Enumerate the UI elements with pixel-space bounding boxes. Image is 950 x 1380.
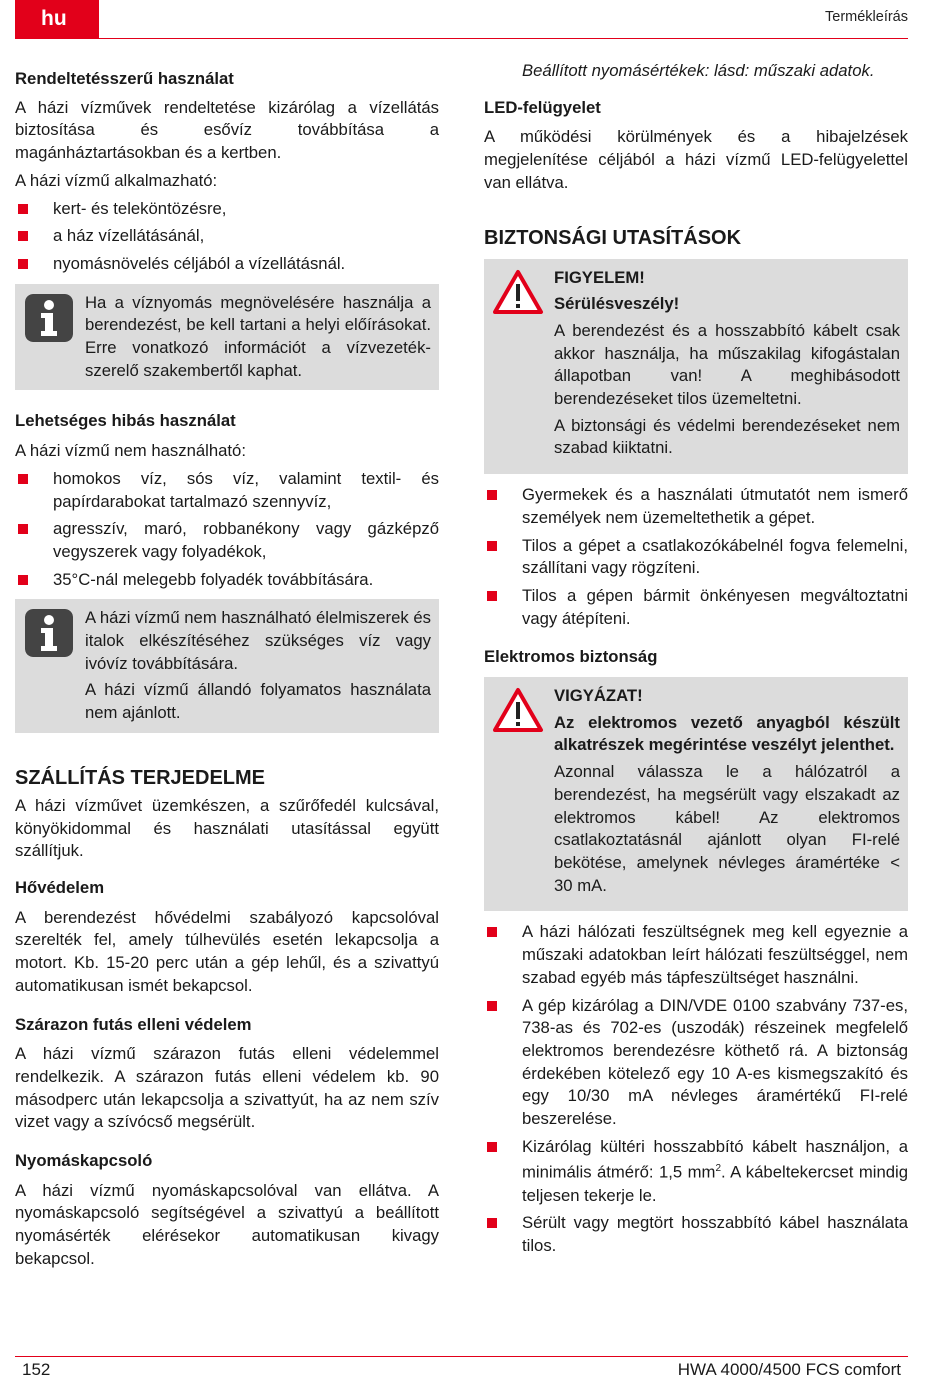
pressure-switch-text: A házi vízmű nyomáskapcsolóval van ellátva. A nyomáskapcsoló segítségével a szivattyú a beállított nyomásérték elérésekor automatikusan kivagy bekapcsol. xyxy=(15,1180,439,1268)
bullet-icon xyxy=(487,591,497,601)
bullet-icon xyxy=(487,1218,497,1228)
heading-pressure-switch: Nyomáskapcsoló xyxy=(15,1151,153,1171)
heading-intended-use: Rendeltetésszerű használat xyxy=(15,69,234,88)
warning-title: VIGYÁZAT! xyxy=(554,686,643,706)
list-item: Tilos a gépen bármit önkényesen megváltoztatni vagy átépíteni. xyxy=(484,585,908,630)
section-title: Termékleírás xyxy=(825,9,908,25)
applicable-text: A házi vízmű alkalmazható: xyxy=(15,170,218,190)
heading-misuse: Lehetséges hibás használat xyxy=(15,411,236,431)
bullet-icon xyxy=(487,541,497,551)
warning-subtitle: Sérülésveszély! xyxy=(554,294,680,314)
warning-text: A berendezést és a hosszabbító kábelt csak akkor használja, ha műszakilag kifogástalan állapotban van! A meghibásodott berendezéseket tilos üzemeltetni. xyxy=(554,320,900,409)
bullet-icon xyxy=(487,927,497,937)
bullet-icon xyxy=(487,490,497,500)
warning-text: A biztonsági és védelmi berendezéseket nem szabad kiiktatni. xyxy=(554,415,900,458)
heading-delivery: SZÁLLÍTÁS TERJEDELME xyxy=(15,766,266,789)
bullet-icon xyxy=(18,204,28,214)
bullet-icon xyxy=(487,1001,497,1011)
delivery-text: A házi vízművet üzemkészen, a szűrőfedél kulcsával, könyökidommal és használati utasítással együtt szállítjuk. xyxy=(15,795,439,861)
warning-triangle-icon xyxy=(492,269,544,315)
thermal-text: A berendezést hővédelmi szabályozó kapcsolóval szerelték fel, amely túlhevülés esetén lekapcsolja a motort. Kb. 15-20 perc után a gép lehűl, és a szivattyú automatikusan ismét bekapcsol. xyxy=(15,907,439,995)
electrical-list xyxy=(484,921,908,1257)
warning-triangle-icon xyxy=(492,687,544,733)
left-column xyxy=(15,60,439,1276)
list-item: A házi hálózati feszültségnek meg kell egyeznie a műszaki adatokban leírt hálózati feszültséggel, nem szabad egyéb más tápfeszültséget használni. xyxy=(484,921,908,989)
bullet-icon xyxy=(18,474,28,484)
bullet-icon xyxy=(18,231,28,241)
dry-run-text: A házi vízmű szárazon futás elleni védelemmel rendelkezik. A szárazon futás elleni védelem kb. 90 másodperc után lekapcsolja a szivattyút, ha az nem szív vizet vagy a szívócső megsérült. xyxy=(15,1044,439,1132)
list-item: A gép kizárólag a DIN/VDE 0100 szabvány 737-es, 738-as és 702-es (uszodák) részeinek megfelelő elektromos berendezésre köthető rá. A biztonság érdekében kötelező egy 10 A-es kismegszakító és egy 10/30 mA névleges áramértékű FI-relé beszerelése. xyxy=(484,995,908,1131)
heading-safety: BIZTONSÁGI UTASÍTÁSOK xyxy=(484,226,742,249)
warning-title: FIGYELEM! xyxy=(554,267,645,287)
led-text: A működési körülmények és a hibajelzések megjelenítése céljából a házi vízmű LED-felügyelettel van ellátva. xyxy=(484,127,908,192)
language-tag: hu xyxy=(15,0,99,38)
bullet-icon xyxy=(487,1142,497,1152)
list-item: homokos víz, sós víz, valamint textil- és papírdarabokat tartalmazó szennyvíz, xyxy=(15,468,439,513)
page-number: 152 xyxy=(22,1360,51,1379)
info-note xyxy=(15,599,439,733)
list-item: nyomásnövelés céljából a vízellátásnál. xyxy=(15,253,439,276)
heading-led: LED-felügyelet xyxy=(484,97,601,117)
list-item: a ház vízellátásánál, xyxy=(15,225,439,248)
list-item: Gyermekek és a használati útmutatót nem ismerő személyek nem üzemeltethetik a gépet. xyxy=(484,484,908,529)
list-item: agresszív, maró, robbanékony vagy gázképző vegyszerek vagy folyadékok, xyxy=(15,518,439,563)
info-icon xyxy=(25,609,73,657)
bullet-icon xyxy=(18,259,28,269)
misuse-list xyxy=(15,468,439,592)
footer-divider xyxy=(15,1356,908,1357)
warning-box xyxy=(484,677,908,911)
warning-box xyxy=(484,259,908,475)
misuse-intro: A házi vízmű nem használható: xyxy=(15,441,246,461)
heading-thermal: Hővédelem xyxy=(15,877,105,897)
info-icon xyxy=(25,294,73,342)
bullet-icon xyxy=(18,524,28,534)
product-model: HWA 4000/4500 FCS comfort xyxy=(677,1360,901,1379)
right-column xyxy=(484,60,908,1263)
warning-subtitle: Az elektromos vezető anyagból készült alkatrészek megérintése veszélyt jelenthet. xyxy=(554,712,900,755)
list-item: Tilos a gépet a csatlakozókábelnél fogva felemelni, szállítani vagy rögzíteni. xyxy=(484,535,908,580)
list-item: 35°C-nál melegebb folyadék továbbítására. xyxy=(15,569,439,592)
info-note-text: Ha a víznyomás megnövelésére használja a berendezést, be kell tartani a helyi előírásokat. Erre vonatkozó információt a vízvezeték-szerelő szakembertől kaphat. xyxy=(85,292,431,380)
heading-electrical-safety: Elektromos biztonság xyxy=(484,647,658,667)
intended-use-text: A házi vízművek rendeltetése kizárólag a vízellátás biztosítása és esővíz továbbítása a magánháztartásokban és a kertben. xyxy=(15,97,439,163)
info-note xyxy=(15,284,439,391)
warning-text: Azonnal válassza le a hálózatról a berendezést, ha megsérült vagy elszakadt az elektromos kábel! Az elektromos csatlakoztatásnál ajánlott olyan FI-relé bekötése, amelynek névleges áramértéke < 30 mA. xyxy=(554,762,900,895)
list-item: kert- és teleköntözésre, xyxy=(15,198,439,221)
list-item: Kizárólag kültéri hosszabbító kábelt használjon, a minimális átmérő: 1,5 $mm^2$. A kábeltekercset mindig teljesen tekerje le. xyxy=(484,1136,908,1208)
use-list xyxy=(15,198,439,276)
info-note-text: A házi vízmű nem használható élelmiszerek és italok elkészítéséhez szükséges víz vagy ivóvíz továbbítására. xyxy=(85,608,431,673)
safety-list xyxy=(484,484,908,630)
settings-note: Beállított nyomásértékek: lásd: műszaki adatok. xyxy=(522,61,875,80)
bullet-icon xyxy=(18,575,28,585)
info-note-text: A házi vízmű állandó folyamatos használata nem ajánlott. xyxy=(85,680,431,723)
heading-dry-run: Szárazon futás elleni védelem xyxy=(15,1014,252,1034)
list-item: Sérült vagy megtört hosszabbító kábel használata tilos. xyxy=(484,1212,908,1257)
header-divider xyxy=(15,38,908,39)
